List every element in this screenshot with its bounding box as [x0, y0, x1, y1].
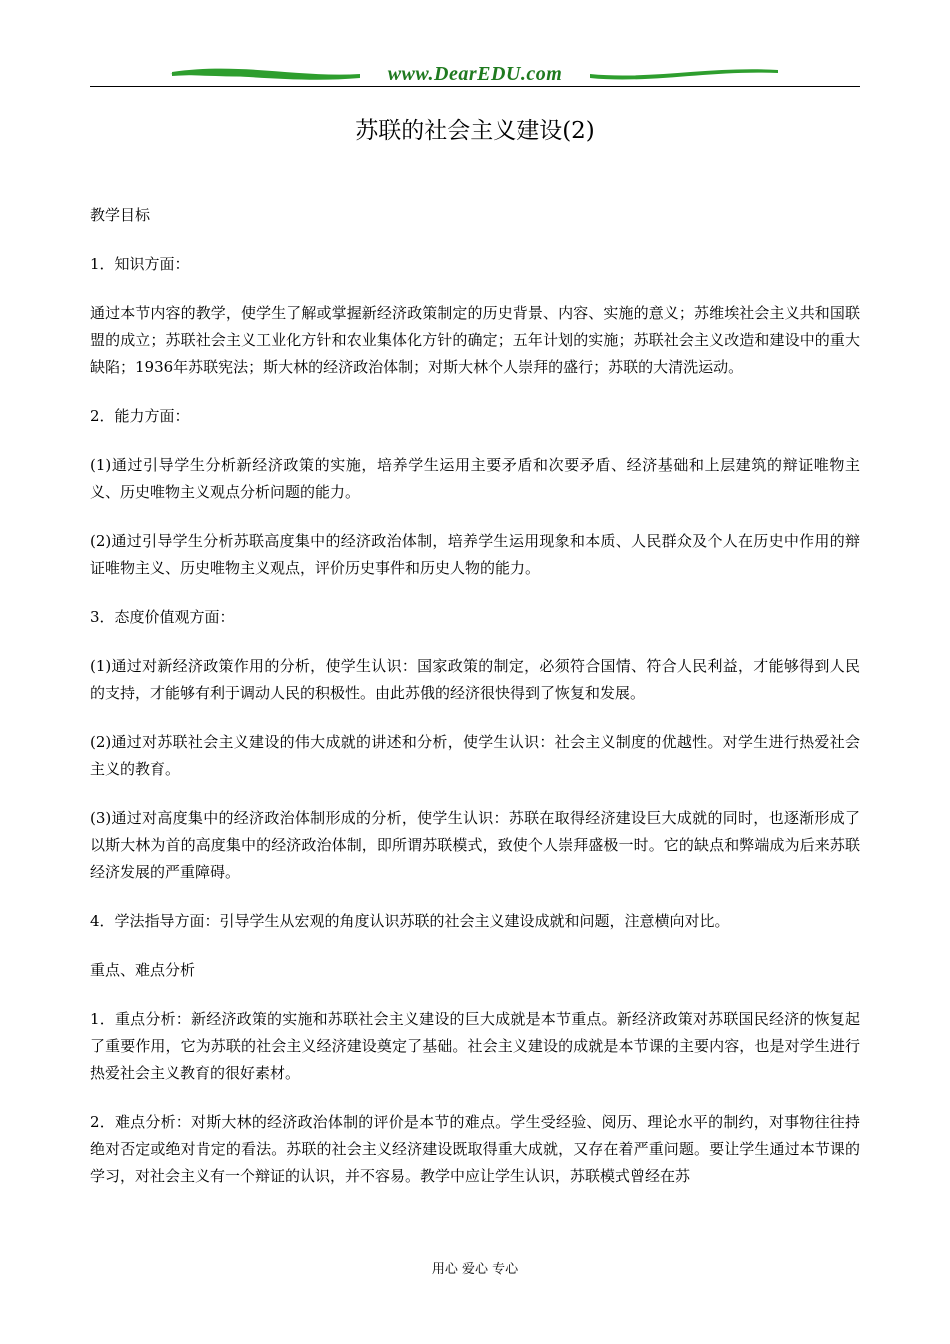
- logo-text: www.DearEDU.com: [387, 63, 563, 85]
- paragraph-knowledge: 通过本节内容的教学，使学生了解或掌握新经济政策制定的历史背景、内容、实施的意义；苏维埃社会主义共和国联盟的成立；苏联社会主义工业化方针和农业集体化方针的确定；五年计划的实施；苏联社会主义改造和建设中的重大缺陷；1936年苏联宪法；斯大林的经济政治体制；对斯大林个人崇拜的盛行；苏联的大清洗运动。: [90, 304, 860, 376]
- dearedu-logo: [170, 62, 780, 86]
- document-body: [90, 202, 860, 1212]
- paragraph-attitude-3: (3)通过对高度集中的经济政治体制形成的分析，使学生认识：苏联在取得经济建设巨大成就的同时，也逐渐形成了以斯大林为首的高度集中的经济政治体制，即所谓苏联模式，致使个人崇拜盛极一时。它的缺点和弊端成为后来苏联经济发展的严重障碍。: [90, 809, 860, 881]
- document-title: 苏联的社会主义建设(2): [355, 118, 595, 144]
- paragraph-key-point: 1．重点分析：新经济政策的实施和苏联社会主义建设的巨大成就是本节重点。新经济政策对苏联国民经济的恢复起了重要作用，它为苏联的社会主义经济建设奠定了基础。社会主义建设的成就是本节课的主要内容，也是对学生进行热爱社会主义教育的很好素材。: [90, 1010, 860, 1082]
- subheading-knowledge: 1．知识方面：: [90, 255, 190, 273]
- subheading-ability: 2．能力方面：: [90, 407, 190, 425]
- paragraph-study-method: 4．学法指导方面：引导学生从宏观的角度认识苏联的社会主义建设成就和问题，注意横向对比。: [90, 912, 730, 930]
- paragraph-ability-2: (2)通过引导学生分析苏联高度集中的经济政治体制，培养学生运用现象和本质、人民群众及个人在历史中作用的辩证唯物主义、历史唯物主义观点，评价历史事件和历史人物的能力。: [90, 532, 860, 577]
- paragraph-ability-1: (1)通过引导学生分析新经济政策的实施，培养学生运用主要矛盾和次要矛盾、经济基础和上层建筑的辩证唯物主义、历史唯物主义观点分析问题的能力。: [90, 456, 860, 501]
- header-divider: [90, 86, 860, 87]
- page-header: [90, 60, 860, 90]
- subheading-attitude: 3．态度价值观方面：: [90, 608, 235, 626]
- paragraph-attitude-2: (2)通过对苏联社会主义建设的伟大成就的讲述和分析，使学生认识：社会主义制度的优越性。对学生进行热爱社会主义的教育。: [90, 733, 860, 778]
- section-heading-teaching-goals: 教学目标: [90, 206, 151, 224]
- paragraph-difficult-point: 2．难点分析：对斯大林的经济政治体制的评价是本节的难点。学生受经验、阅历、理论水平的制约，对事物往往持绝对否定或绝对肯定的看法。苏联的社会主义经济建设既取得重大成就，又存在着严重问题。要让学生通过本节课的学习，对社会主义有一个辩证的认识，并不容易。教学中应让学生认识，苏联模式曾经在苏: [90, 1113, 860, 1185]
- paragraph-attitude-1: (1)通过对新经济政策作用的分析，使学生认识：国家政策的制定，必须符合国情、符合人民利益，才能够得到人民的支持，才能够有利于调动人民的积极性。由此苏俄的经济很快得到了恢复和发展。: [90, 657, 860, 702]
- page-footer: 用心 爱心 专心: [431, 1262, 519, 1277]
- section-heading-key-points: 重点、难点分析: [90, 961, 196, 979]
